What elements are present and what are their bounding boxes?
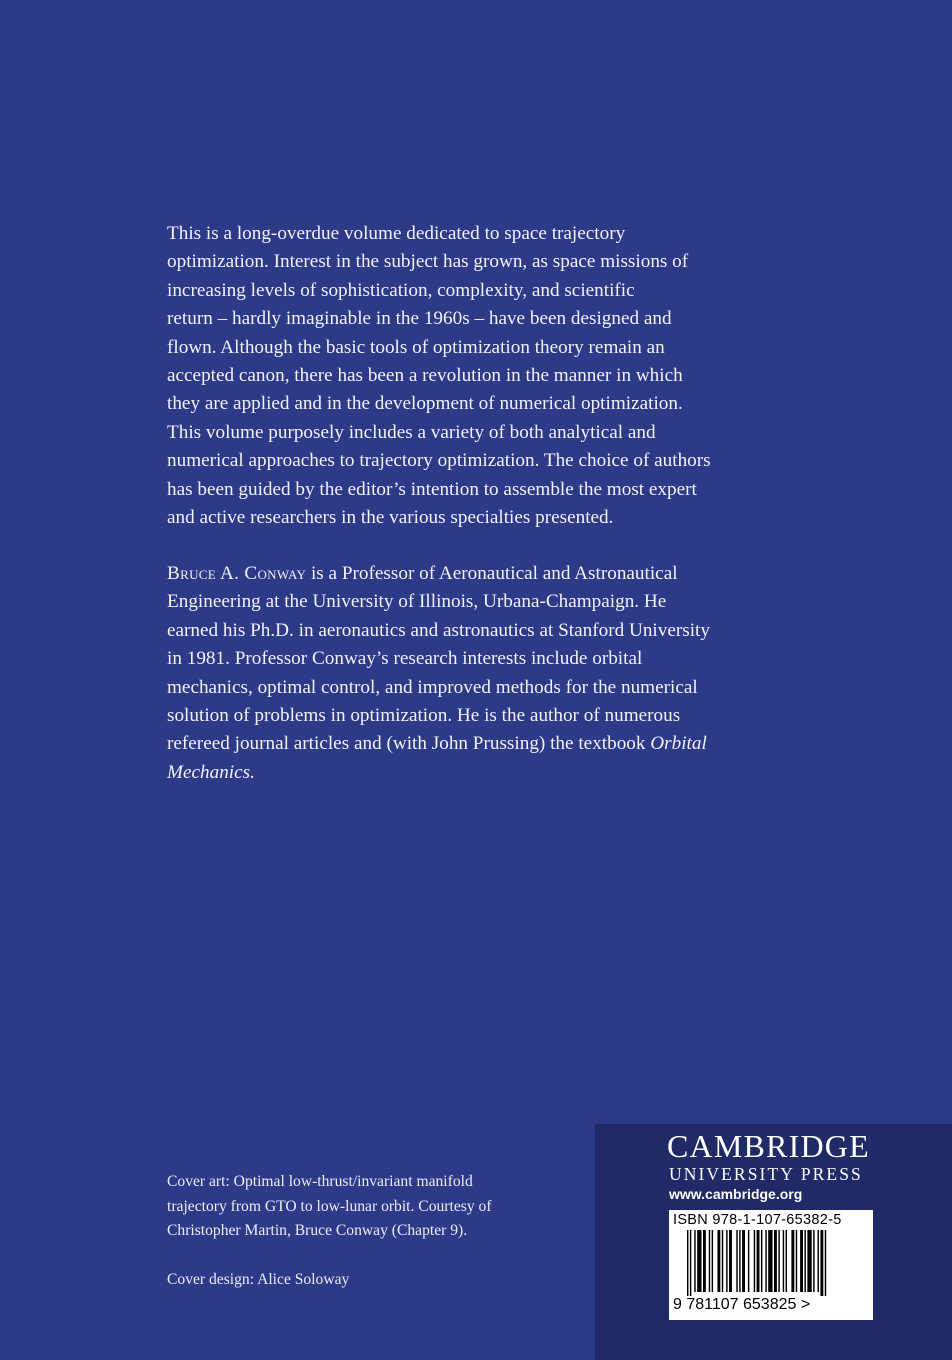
barcode-bar [825,1230,826,1296]
barcode-bar [818,1230,819,1292]
barcode-bar [768,1230,772,1292]
description-line: and active researchers in the various specialties presented. [167,507,614,529]
barcode-bar [694,1230,695,1292]
description-line: This volume purposely includes a variety of both analytical and [167,421,656,443]
description-line: This is a long-overdue volume dedicated to space trajectory [167,223,626,244]
barcode-bar [820,1230,823,1296]
barcode-bar [774,1230,777,1292]
bio-line: solution of problems in optimization. He is the author of numerous [167,705,681,727]
credit-line: Christopher Martin, Bruce Conway (Chapter 9). [167,1222,468,1240]
barcode-box [669,1210,873,1320]
bio-line: Engineering at the University of Illinois, Urbana-Champaign. He [167,591,667,613]
barcode-bar [709,1230,710,1292]
barcode-bar [717,1230,720,1292]
barcode-bar [703,1230,706,1292]
bio-line: earned his Ph.D. in aeronautics and astronautics at Stanford University [167,619,710,641]
barcode-bar [813,1230,814,1292]
author-name: Bruce A. Conway [167,563,307,584]
barcode-bar [748,1230,749,1292]
barcode-bar [761,1230,762,1292]
barcode-bar [804,1230,805,1292]
barcode-bar [778,1230,779,1292]
description-line: numerical approaches to trajectory optimization. The choice of authors [167,450,711,472]
cover-design-credit: Cover design: Alice Soloway [167,1271,350,1288]
barcode-bar [791,1230,794,1292]
publisher-url: www.cambridge.org [669,1186,803,1202]
author-bio [167,560,787,787]
bio-line: in 1981. Professor Conway’s research interests include orbital [167,648,643,670]
barcode-bar [786,1230,787,1292]
description-line: accepted canon, there has been a revolution in the manner in which [167,365,683,387]
isbn-label: ISBN 978-1-107-65382-5 [673,1212,842,1228]
book-title: Mechanics. [167,761,255,783]
barcode-icon [669,1230,873,1296]
description-line: has been guided by the editor’s intention to assemble the most expert [167,478,697,500]
barcode-bar [742,1230,745,1292]
description-line: optimization. Interest in the subject has grown, as space missions of [167,251,689,273]
author-bio-paragraph [167,560,787,787]
cover-art-credit [167,1170,547,1244]
publisher-panel [595,1124,952,1360]
barcode-bar [783,1230,784,1292]
book-description [167,220,787,532]
barcode-bar [729,1230,732,1292]
barcode-bar [726,1230,727,1292]
barcode-bar [712,1230,713,1292]
barcode-bar [690,1230,691,1296]
bio-line: refereed journal articles and (with John Prussing) the textbook [167,733,651,755]
description-line: flown. Although the basic tools of optimization theory remain an [167,336,665,358]
bio-line: is a Professor of Aeronautical and Astronautical [306,563,678,584]
publisher-name: CAMBRIDGE [667,1128,870,1164]
description-paragraph [167,220,787,532]
barcode-bar [757,1230,760,1292]
barcode-bar [807,1230,811,1292]
barcode-bar [736,1230,737,1292]
barcode-bar [687,1230,688,1296]
credit-line: trajectory from GTO to low-lunar orbit. Courtesy of [167,1197,492,1215]
barcode-bar [722,1230,723,1292]
credit-line: Cover art: Optimal low-thrust/invariant manifold [167,1173,473,1190]
description-line: increasing levels of sophistication, complexity, and scientific [167,279,635,301]
barcode-bar [697,1230,701,1292]
barcode-bar [796,1230,797,1292]
barcode-bar [754,1230,755,1292]
publisher-subtitle: UNIVERSITY PRESS [669,1164,863,1184]
book-title: Orbital [650,733,707,755]
barcode-bar [739,1230,740,1292]
barcode-bar [800,1230,803,1292]
description-line: they are applied and in the development of numerical optimization. [167,393,683,415]
barcode-digits: 9 781107 653825 > [673,1296,811,1313]
description-line: return – hardly imaginable in the 1960s – have been designed and [167,308,672,330]
bio-line: mechanics, optimal control, and improved methods for the numerical [167,676,698,698]
barcode-bar [765,1230,766,1292]
